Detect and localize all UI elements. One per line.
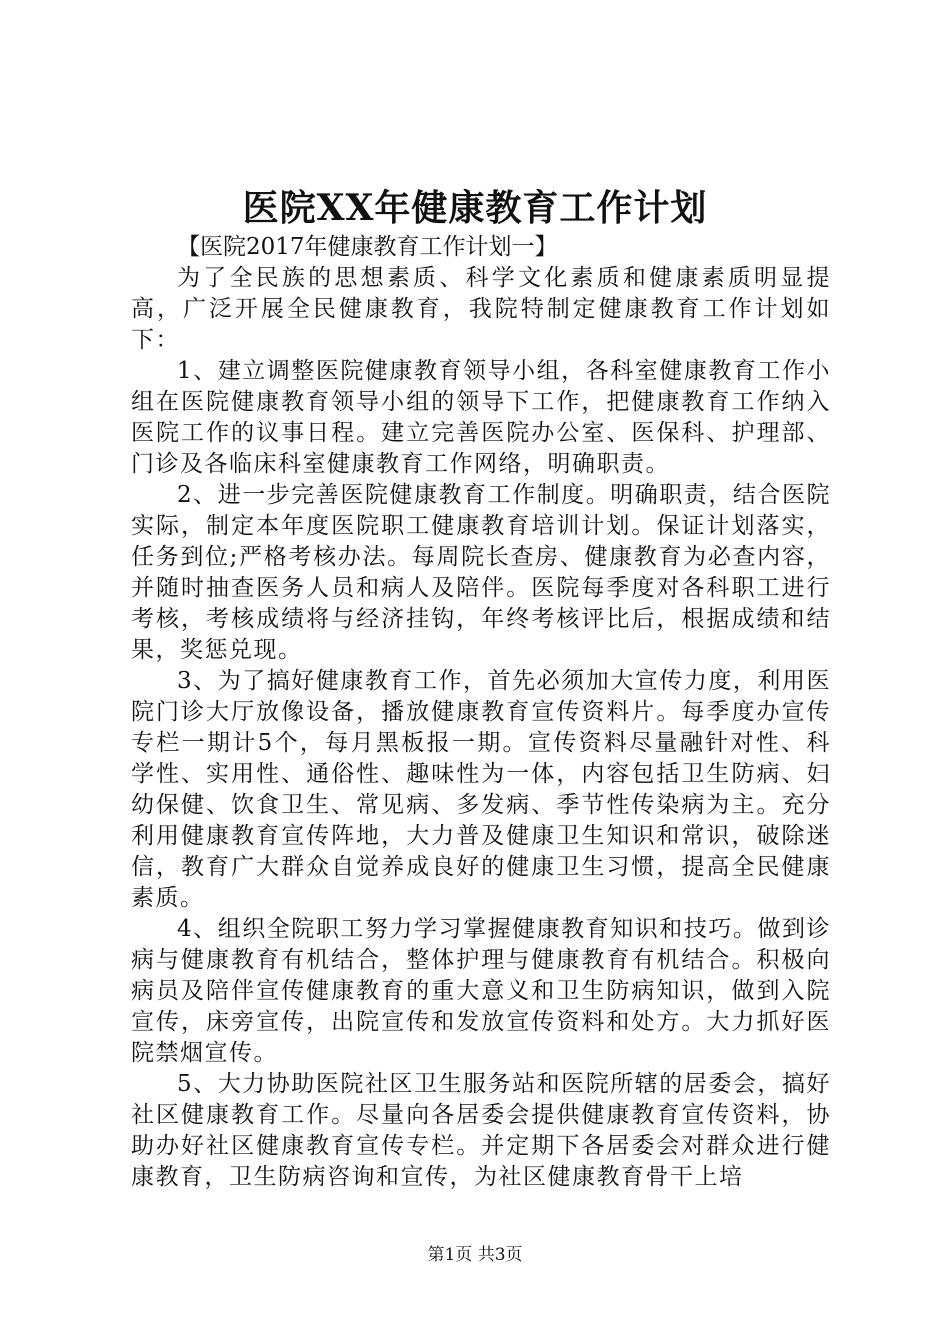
- paragraph-item-1: 1、建立调整医院健康教育领导小组，各科室健康教育工作小组在医院健康教育领导小组的领导下工作，把健康教育工作纳入医院工作的议事日程。建立完善医院办公室、医保科、护理部、门诊及各临床科室健康教育工作网络，明确职责。: [131, 358, 831, 477]
- intro-paragraph: 为了全民族的思想素质、科学文化素质和健康素质明显提高，广泛开展全民健康教育，我院特制定健康教育工作计划如下：: [131, 265, 831, 353]
- document-body: [131, 232, 831, 1193]
- section-subheading: 【医院2017年健康教育工作计划一】: [177, 234, 558, 260]
- paragraph-item-4: 4、组织全院职工努力学习掌握健康教育知识和技巧。做到诊病与健康教育有机结合，整体护理与健康教育有机结合。积极向病员及陪伴宣传健康教育的重大意义和卫生防病知识，做到入院宣传，床旁宣传，出院宣传和发放宣传资料和处方。大力抓好医院禁烟宣传。: [131, 916, 831, 1066]
- paragraph-item-3: 3、为了搞好健康教育工作，首先必须加大宣传力度，利用医院门诊大厅放像设备，播放健康教育宣传资料片。每季度办宣传专栏一期计5个，每月黑板报一期。宣传资料尽量融针对性、科学性、实用性、通俗性、趣味性为一体，内容包括卫生防病、妇幼保健、饮食卫生、常见病、多发病、季节性传染病为主。充分利用健康教育宣传阵地，大力普及健康卫生知识和常识，破除迷信，教育广大群众自觉养成良好的健康卫生习惯，提高全民健康素质。: [131, 668, 831, 911]
- paragraph-item-2: 2、进一步完善医院健康教育工作制度。明确职责，结合医院实际，制定本年度医院职工健康教育培训计划。保证计划落实，任务到位;严格考核办法。每周院长查房、健康教育为必查内容，并随时抽查医务人员和病人及陪伴。医院每季度对各科职工进行考核，考核成绩将与经济挂钩，年终考核评比后，根据成绩和结果，奖惩兑现。: [131, 482, 831, 663]
- document-title: 医院XX年健康教育工作计划: [242, 187, 708, 229]
- page-number-footer: 第1页 共3页: [427, 1245, 523, 1265]
- paragraph-item-5: 5、大力协助医院社区卫生服务站和医院所辖的居委会，搞好社区健康教育工作。尽量向各居委会提供健康教育宣传资料，协助办好社区健康教育宣传专栏。并定期下各居委会对群众进行健康教育，卫生防病咨询和宣传，为社区健康教育骨干上培: [131, 1071, 831, 1190]
